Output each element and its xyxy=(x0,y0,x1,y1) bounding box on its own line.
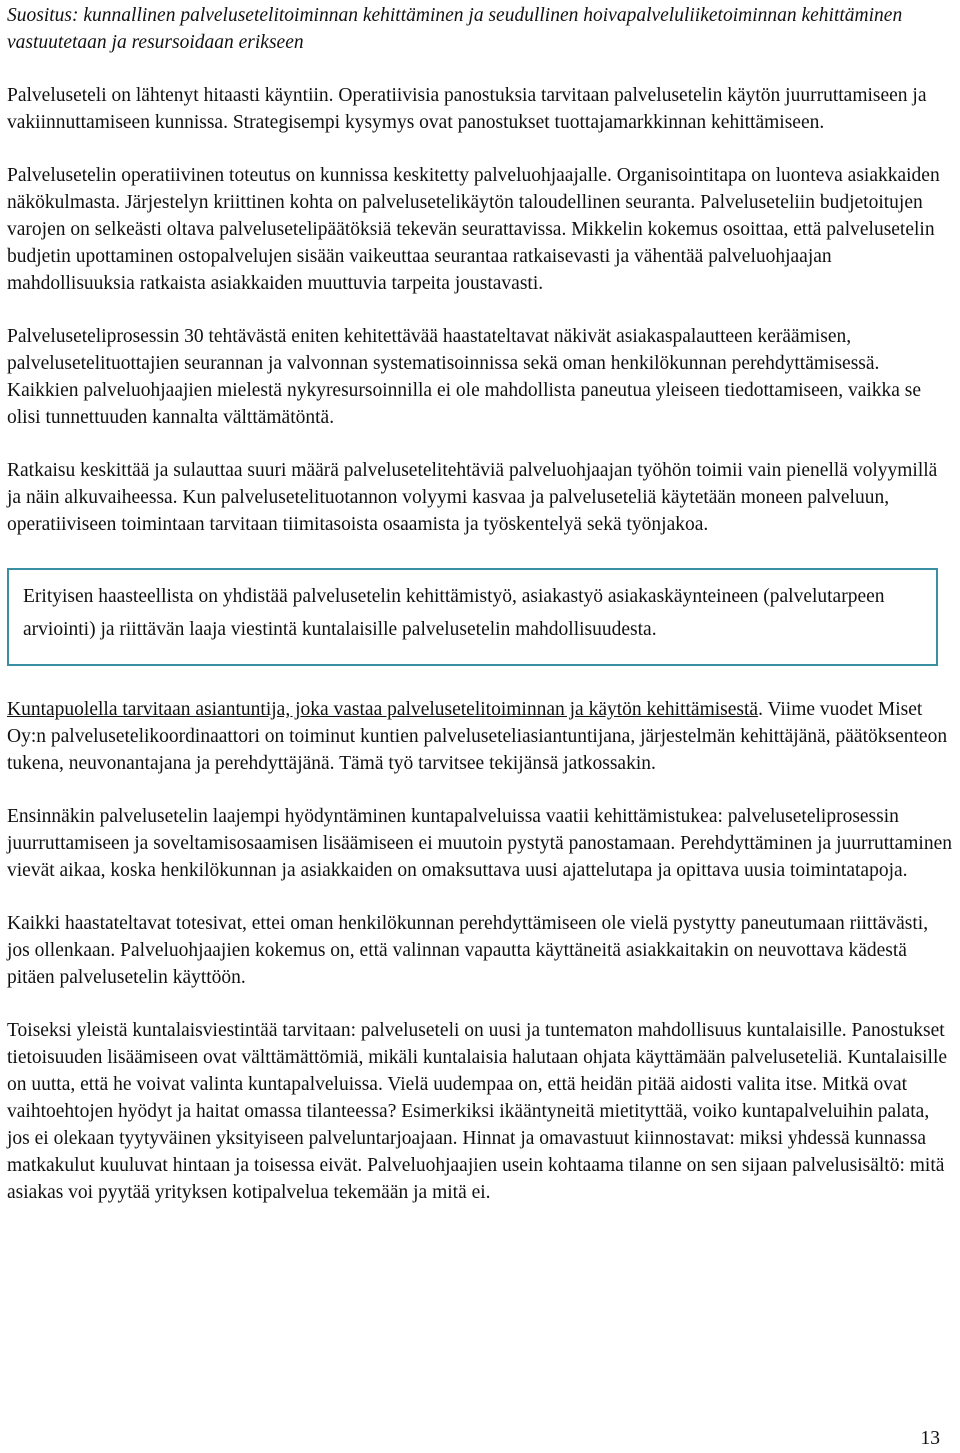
paragraph-operational: Palvelusetelin operatiivinen toteutus on kunnissa keskitetty palveluohjaajalle. Organisointitapa on luonteva asiakkaiden näkökulmasta. Järjestelyn kriittinen kohta on palvelusetelikäytön taloudellinen seuranta. Palveluseteliin budjetoitujen varojen on selkeästi oltava palvelusetelipäätöksiä tekevän seurattavissa. Mikkelin kokemus osoittaa, että palvelusetelin budjetin upottaminen ostopalvelujen sisään vaikeuttaa seurantaa ratkaisevasti ja vähentää palveluohjaajan mahdollisuuksia ratkaista asiakkaiden muuttuvia tarpeita joustavasti. xyxy=(7,165,940,294)
statement-period: . xyxy=(758,699,763,720)
page-number: 13 xyxy=(920,1428,940,1449)
section-heading: Suositus: kunnallinen palvelusetelitoiminnan kehittäminen ja seudullinen hoivapalveluliiketoiminnan kehittäminen vastuutetaan ja resursoidaan erikseen xyxy=(7,5,903,53)
paragraph-expert xyxy=(7,696,953,777)
paragraph-intro: Palveluseteli on lähtenyt hitaasti käyntiin. Operatiivisia panostuksia tarvitaan palvelusetelin käytön juurruttamiseen ja vakiinnuttamiseen kunnissa. Strategisempi kysymys ovat panostukset tuottajamarkkinnan kehittämiseen. xyxy=(7,85,927,133)
paragraph-process: Palveluseteliprosessin 30 tehtävästä eniten kehitettävää haastateltavat näkivät asiakaspalautteen keräämisen, palvelusetelituottajien seurannan ja valvonnan systematisoinnissa sekä oman henkilökunnan perehdyttämisessä. Kaikkien palveluohjaajien mielestä nykyresursoinnilla ei ole mahdollista paneutua yleiseen tiedottamiseen, vaikka se olisi tunnettuuden kannalta välttämätöntä. xyxy=(7,326,922,428)
underlined-statement: Kuntapuolella tarvitaan asiantuntija, joka vastaa palvelusetelitoiminnan ja käytön kehittämisestä xyxy=(7,699,759,720)
document-page xyxy=(7,0,953,1206)
paragraph-second-point: Toiseksi yleistä kuntalaisviestintää tarvitaan: palveluseteli on uusi ja tuntematon mahdollisuus kuntalaisille. Panostukset tietoisuuden lisäämiseen ovat välttämättömiä, mikäli kuntalaisia halutaan ohjata käyttämään palveluseteliä. Kuntalaisille on uutta, että he voivat valinta kuntapalveluissa. Vielä uudempaa on, että heidän pitää aidosti valita itse. Mitkä ovat vaihtoehtojen hyödyt ja haitat omassa tilanteessa? Esimerkiksi ikääntyneitä mietityttää, voiko kuntapalveluihin palata, jos ei olekaan tyytyväinen yksityiseen palveluntarjoajaan. Hinnat ja omavastuut kiinnostavat: miksi yhdessä kunnassa matkakulut kuuluvat hintaan ja toisessa eivät. Palveluohjaajien usein kohtaama tilanne on sen sijaan palvelusisältö: mitä asiakas voi pyytää yrityksen kotipalvelua tekemään ja mitä ei. xyxy=(7,1020,948,1203)
statement-followup: Viime vuodet Miset Oy:n palvelusetelikoordinaattori on toiminut kuntien palveluseteliasiantuntijana, järjestelmän kehittäjänä, päätöksenteon tukena, neuvonantajana ja perehdyttäjänä. Tämä työ tarvitsee tekijänsä jatkossakin. xyxy=(7,699,948,774)
highlight-text: Erityisen haasteellista on yhdistää palvelusetelin kehittämistyö, asiakastyö asiakaskäynteineen (palvelutarpeen arviointi) ja riittävän laaja viestintä kuntalaisille palvelusetelin mahdollisuudesta. xyxy=(23,586,885,640)
paragraph-first-point: Ensinnäkin palvelusetelin laajempi hyödyntäminen kuntapalveluissa vaatii kehittämistukea: palveluseteliprosessin juurruttamiseen ja soveltamisosaamisen lisäämiseen ei muutoin pystytä panostamaan. Perehdyttäminen ja juurruttaminen vievät aikaa, koska henkilökunnan ja asiakkaiden on omaksuttava uusi ajattelutapa ja opittava uusia toimintatapoja. xyxy=(7,806,952,881)
paragraph-interviewees: Kaikki haastateltavat totesivat, ettei oman henkilökunnan perehdyttämiseen ole vielä pystytty paneutumaan riittävästi, jos ollenkaan. Palveluohjaajien kokemus on, että valinnan vapautta käyttäneitä asiakkaitakin on neuvottava kädestä pitäen palvelusetelin käyttöön. xyxy=(7,913,929,988)
paragraph-solution: Ratkaisu keskittää ja sulauttaa suuri määrä palvelusetelitehtäviä palveluohjaajan työhön toimii vain pienellä volyymillä ja näin alkuvaiheessa. Kun palvelusetelituotannon volyymi kasvaa ja palveluseteliä käytetään moneen palveluun, operatiiviseen toimintaan tarvitaan tiimitasoista osaamista ja työskentelyä sekä työnjakoa. xyxy=(7,460,938,535)
highlight-box xyxy=(7,568,938,666)
